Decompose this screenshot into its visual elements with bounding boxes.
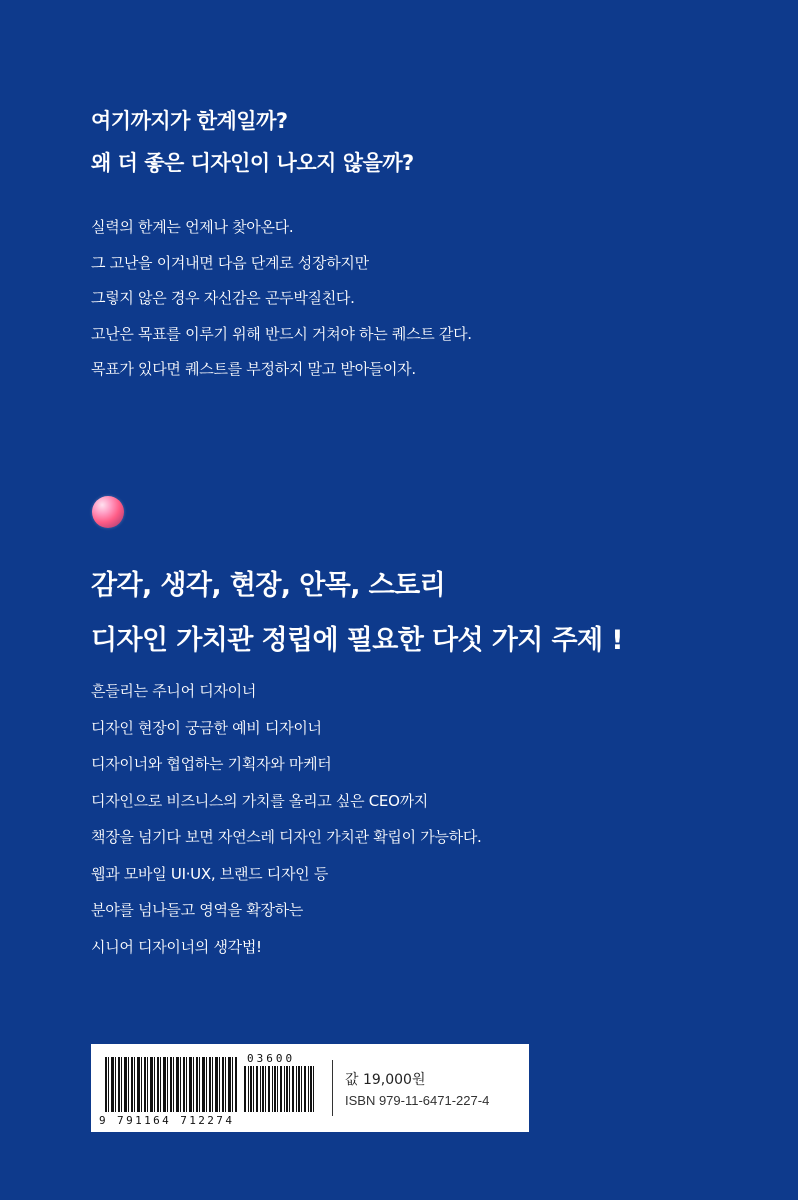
paragraph-line: 목표가 있다면 퀘스트를 부정하지 말고 받아들이자.: [91, 360, 416, 378]
paragraph-line: 책장을 넘기다 보면 자연스레 디자인 가치관 확립이 가능하다.: [91, 828, 482, 846]
paragraph-line: 디자인으로 비즈니스의 가치를 올리고 싶은 CEO까지: [91, 791, 429, 810]
barcode-addon-bars: [244, 1066, 314, 1112]
headline-line: 왜 더 좋은 디자인이 나오지 않을까?: [91, 151, 414, 175]
paragraph-line: 분야를 넘나들고 영역을 확장하는: [91, 901, 304, 919]
barcode-panel: [91, 1044, 529, 1132]
headline-question: [91, 100, 414, 184]
price-label: 값 19,000원: [345, 1072, 426, 1088]
barcode-divider: [332, 1060, 333, 1116]
barcode-addon-number: 03600: [247, 1052, 296, 1065]
paragraph-line: 그렇지 않은 경우 자신감은 곤두박질친다.: [91, 289, 355, 307]
paragraph-line: 실력의 한계는 언제나 찾아온다.: [91, 218, 294, 236]
audience-paragraph: [91, 673, 482, 965]
headline-line: 디자인 가치관 정립에 필요한 다섯 가지 주제 !: [91, 625, 623, 656]
headline-line: 감각, 생각, 현장, 안목, 스토리: [91, 570, 446, 601]
gradient-orb-icon: [92, 496, 124, 528]
barcode-main-number: 9 791164 712274: [99, 1114, 235, 1127]
paragraph-line: 시니어 디자이너의 생각법!: [91, 937, 262, 956]
headline-line: 여기까지가 한계일까?: [91, 109, 288, 133]
paragraph-line: 그 고난을 이겨내면 다음 단계로 성장하지만: [91, 253, 369, 272]
paragraph-line: 웹과 모바일 UI·UX, 브랜드 디자인 등: [91, 864, 329, 883]
paragraph-line: 디자인 현장이 궁금한 예비 디자이너: [91, 718, 322, 737]
barcode-main-bars: [105, 1057, 237, 1112]
headline-topics: [91, 558, 623, 668]
isbn-label: ISBN 979-11-6471-227-4: [345, 1093, 490, 1108]
paragraph-line: 고난은 목표를 이루기 위해 반드시 거쳐야 하는 퀘스트 같다.: [91, 324, 472, 343]
paragraph-line: 디자이너와 협업하는 기획자와 마케터: [91, 755, 332, 773]
intro-paragraph: [91, 210, 472, 388]
paragraph-line: 흔들리는 주니어 디자이너: [91, 682, 257, 700]
